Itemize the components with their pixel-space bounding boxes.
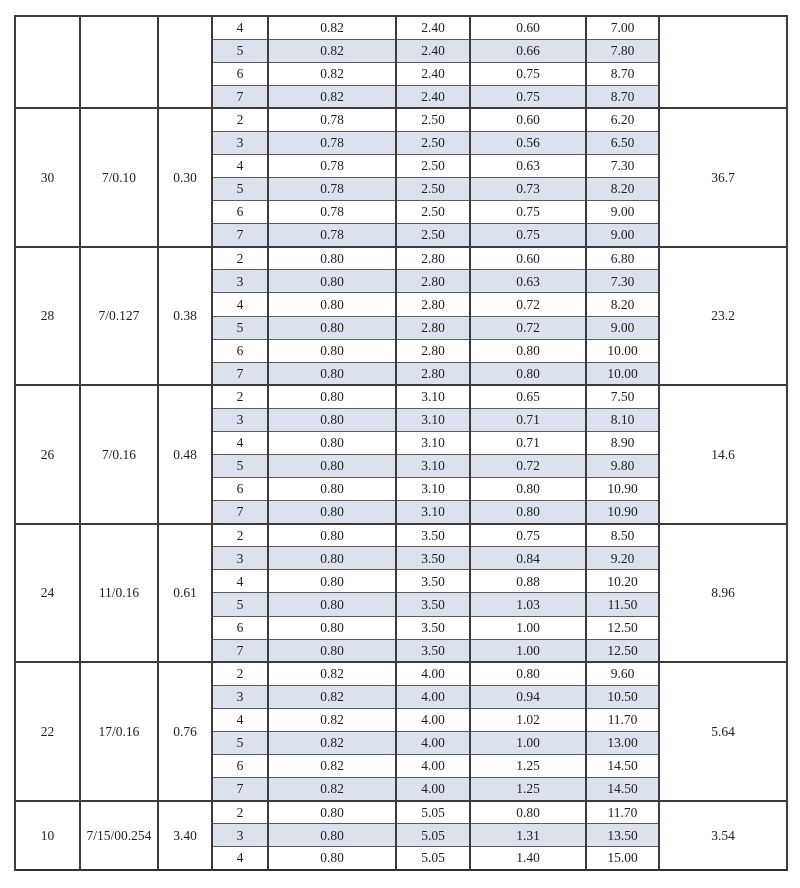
- merged-cell: 7/0.127: [80, 247, 158, 385]
- wire-spec-table: [14, 15, 788, 871]
- table-cell: 0.82: [268, 85, 396, 108]
- table-cell: 13.50: [586, 824, 659, 847]
- merged-cell: 23.2: [659, 247, 787, 385]
- merged-cell: [15, 16, 80, 108]
- table-cell: 4: [212, 847, 268, 870]
- table-cell: 4.00: [396, 731, 470, 754]
- merged-cell: 24: [15, 524, 80, 662]
- merged-cell: [80, 16, 158, 108]
- table-cell: 11.50: [586, 593, 659, 616]
- table-cell: 9.00: [586, 224, 659, 247]
- merged-cell: 26: [15, 385, 80, 523]
- table-cell: 0.82: [268, 16, 396, 39]
- table-cell: 10.90: [586, 501, 659, 524]
- table-cell: 4: [212, 570, 268, 593]
- table-cell: 4.00: [396, 778, 470, 801]
- table-cell: 0.80: [470, 501, 586, 524]
- table-cell: 0.80: [268, 431, 396, 454]
- table-cell: 0.71: [470, 408, 586, 431]
- table-cell: 2.80: [396, 293, 470, 316]
- table-cell: 0.80: [268, 593, 396, 616]
- table-cell: 0.65: [470, 385, 586, 408]
- table-cell: 8.10: [586, 408, 659, 431]
- table-cell: 5.05: [396, 847, 470, 870]
- table-cell: 7.00: [586, 16, 659, 39]
- table-cell: 0.63: [470, 270, 586, 293]
- table-cell: 6: [212, 755, 268, 778]
- table-cell: 3: [212, 547, 268, 570]
- table-cell: 0.80: [268, 247, 396, 270]
- table-cell: 0.66: [470, 39, 586, 62]
- table-cell: 3: [212, 270, 268, 293]
- table-cell: 6: [212, 339, 268, 362]
- table-cell: 4: [212, 154, 268, 177]
- table-cell: 3: [212, 408, 268, 431]
- table-cell: 9.60: [586, 662, 659, 685]
- table-cell: 0.63: [470, 154, 586, 177]
- table-cell: 4.00: [396, 685, 470, 708]
- table-body: [15, 16, 787, 870]
- merged-cell: 3.54: [659, 801, 787, 870]
- merged-cell: 28: [15, 247, 80, 385]
- merged-cell: 11/0.16: [80, 524, 158, 662]
- table-cell: 3: [212, 685, 268, 708]
- table-cell: 14.50: [586, 778, 659, 801]
- table-cell: 10.20: [586, 570, 659, 593]
- table-cell: 2.40: [396, 85, 470, 108]
- table-cell: 1.00: [470, 639, 586, 662]
- table-cell: 8.20: [586, 178, 659, 201]
- table-cell: 0.80: [268, 801, 396, 824]
- table-cell: 8.70: [586, 62, 659, 85]
- table-cell: 5: [212, 731, 268, 754]
- table-cell: 2: [212, 524, 268, 547]
- merged-cell: [158, 16, 212, 108]
- table-cell: 6.80: [586, 247, 659, 270]
- table-cell: 1.25: [470, 778, 586, 801]
- table-cell: 11.70: [586, 801, 659, 824]
- table-cell: 0.78: [268, 131, 396, 154]
- table-cell: 4.00: [396, 708, 470, 731]
- table-cell: 0.80: [268, 824, 396, 847]
- table-cell: 3.50: [396, 524, 470, 547]
- table-cell: 0.80: [470, 362, 586, 385]
- table-cell: 2.50: [396, 201, 470, 224]
- table-cell: 4: [212, 293, 268, 316]
- table-cell: 2.40: [396, 39, 470, 62]
- table-cell: 3.50: [396, 639, 470, 662]
- table-cell: 0.80: [268, 616, 396, 639]
- table-cell: 12.50: [586, 639, 659, 662]
- table-cell: 0.80: [268, 339, 396, 362]
- table-cell: 0.78: [268, 201, 396, 224]
- table-cell: 5: [212, 316, 268, 339]
- table-cell: 2.40: [396, 16, 470, 39]
- merged-cell: 36.7: [659, 108, 787, 246]
- table-cell: 3.50: [396, 547, 470, 570]
- merged-cell: 0.30: [158, 108, 212, 246]
- merged-cell: 7/0.10: [80, 108, 158, 246]
- table-cell: 0.80: [268, 293, 396, 316]
- table-cell: 10.50: [586, 685, 659, 708]
- table-cell: 0.88: [470, 570, 586, 593]
- table-cell: 0.60: [470, 16, 586, 39]
- table-cell: 3: [212, 131, 268, 154]
- table-cell: 13.00: [586, 731, 659, 754]
- table-cell: 0.82: [268, 778, 396, 801]
- table-cell: 3.50: [396, 570, 470, 593]
- table-cell: 0.78: [268, 108, 396, 131]
- table-cell: 6: [212, 616, 268, 639]
- table-cell: 3.50: [396, 616, 470, 639]
- table-cell: 2.50: [396, 154, 470, 177]
- table-cell: 15.00: [586, 847, 659, 870]
- table-cell: 0.82: [268, 685, 396, 708]
- table-cell: 2.80: [396, 316, 470, 339]
- merged-cell: 22: [15, 662, 80, 800]
- table-cell: 4: [212, 16, 268, 39]
- table-cell: 9.20: [586, 547, 659, 570]
- table-cell: 0.80: [268, 639, 396, 662]
- table-cell: 7.30: [586, 270, 659, 293]
- table-cell: 0.82: [268, 39, 396, 62]
- merged-cell: 3.40: [158, 801, 212, 870]
- table-cell: 0.80: [268, 408, 396, 431]
- merged-cell: 0.38: [158, 247, 212, 385]
- table-cell: 9.00: [586, 316, 659, 339]
- table-cell: 0.80: [268, 524, 396, 547]
- table-row: [15, 662, 787, 685]
- merged-cell: 5.64: [659, 662, 787, 800]
- table-cell: 2.80: [396, 270, 470, 293]
- table-cell: 0.72: [470, 316, 586, 339]
- table-cell: 0.60: [470, 247, 586, 270]
- table-cell: 6: [212, 62, 268, 85]
- table-cell: 6.20: [586, 108, 659, 131]
- table-cell: 0.73: [470, 178, 586, 201]
- table-cell: 5: [212, 178, 268, 201]
- table-cell: 5.05: [396, 824, 470, 847]
- table-cell: 0.80: [268, 478, 396, 501]
- table-cell: 2.40: [396, 62, 470, 85]
- table-cell: 1.40: [470, 847, 586, 870]
- table-cell: 5: [212, 39, 268, 62]
- table-cell: 1.03: [470, 593, 586, 616]
- table-cell: 0.75: [470, 201, 586, 224]
- table-cell: 3: [212, 824, 268, 847]
- table-cell: 6: [212, 478, 268, 501]
- table-cell: 3.10: [396, 454, 470, 477]
- table-cell: 0.80: [470, 339, 586, 362]
- table-cell: 0.80: [268, 454, 396, 477]
- merged-cell: 30: [15, 108, 80, 246]
- table-row: [15, 247, 787, 270]
- table-cell: 1.00: [470, 731, 586, 754]
- table-cell: 3.10: [396, 408, 470, 431]
- table-cell: 6: [212, 201, 268, 224]
- table-cell: 0.80: [268, 570, 396, 593]
- table-cell: 7: [212, 362, 268, 385]
- merged-cell: 0.48: [158, 385, 212, 523]
- table-cell: 0.80: [470, 478, 586, 501]
- table-cell: 1.31: [470, 824, 586, 847]
- table-cell: 2: [212, 108, 268, 131]
- table-cell: 0.80: [268, 501, 396, 524]
- table-cell: 1.00: [470, 616, 586, 639]
- table-cell: 11.70: [586, 708, 659, 731]
- table-cell: 0.80: [268, 847, 396, 870]
- table-cell: 4: [212, 431, 268, 454]
- table-cell: 2: [212, 801, 268, 824]
- table-cell: 8.90: [586, 431, 659, 454]
- table-cell: 0.60: [470, 108, 586, 131]
- table-cell: 0.75: [470, 224, 586, 247]
- table-cell: 8.70: [586, 85, 659, 108]
- table-cell: 5.05: [396, 801, 470, 824]
- table-cell: 2.50: [396, 108, 470, 131]
- table-cell: 10.90: [586, 478, 659, 501]
- table-cell: 4.00: [396, 755, 470, 778]
- table-row: [15, 524, 787, 547]
- table-cell: 10.00: [586, 362, 659, 385]
- table-cell: 0.80: [268, 547, 396, 570]
- table-cell: 3.10: [396, 385, 470, 408]
- table-cell: 2.50: [396, 131, 470, 154]
- table-cell: 1.25: [470, 755, 586, 778]
- table-cell: 3.10: [396, 501, 470, 524]
- table-cell: 8.20: [586, 293, 659, 316]
- table-cell: 2: [212, 662, 268, 685]
- table-cell: 7: [212, 501, 268, 524]
- table-cell: 4.00: [396, 662, 470, 685]
- table-cell: 0.80: [268, 362, 396, 385]
- table-cell: 2: [212, 247, 268, 270]
- table-row: [15, 385, 787, 408]
- table-cell: 0.84: [470, 547, 586, 570]
- table-cell: 4: [212, 708, 268, 731]
- table-cell: 7: [212, 639, 268, 662]
- merged-cell: 0.76: [158, 662, 212, 800]
- merged-cell: 7/0.16: [80, 385, 158, 523]
- table-row: [15, 16, 787, 39]
- merged-cell: [659, 16, 787, 108]
- table-cell: 0.78: [268, 224, 396, 247]
- table-cell: 0.82: [268, 731, 396, 754]
- table-cell: 0.75: [470, 62, 586, 85]
- table-cell: 6.50: [586, 131, 659, 154]
- table-cell: 9.00: [586, 201, 659, 224]
- table-cell: 7.80: [586, 39, 659, 62]
- table-cell: 5: [212, 593, 268, 616]
- table-cell: 7: [212, 778, 268, 801]
- table-cell: 7.30: [586, 154, 659, 177]
- table-cell: 0.80: [470, 801, 586, 824]
- table-cell: 2.80: [396, 339, 470, 362]
- table-cell: 3.10: [396, 478, 470, 501]
- table-cell: 10.00: [586, 339, 659, 362]
- table-cell: 0.80: [268, 316, 396, 339]
- table-cell: 0.80: [268, 385, 396, 408]
- table-cell: 0.82: [268, 662, 396, 685]
- table-cell: 0.80: [268, 270, 396, 293]
- table-cell: 0.78: [268, 178, 396, 201]
- table-cell: 1.02: [470, 708, 586, 731]
- table-cell: 2: [212, 385, 268, 408]
- table-cell: 7: [212, 224, 268, 247]
- table-cell: 0.94: [470, 685, 586, 708]
- table-cell: 0.72: [470, 454, 586, 477]
- table-cell: 3.50: [396, 593, 470, 616]
- table-cell: 14.50: [586, 755, 659, 778]
- merged-cell: 8.96: [659, 524, 787, 662]
- table-cell: 0.78: [268, 154, 396, 177]
- table-cell: 5: [212, 454, 268, 477]
- table-cell: 3.10: [396, 431, 470, 454]
- table-cell: 0.82: [268, 755, 396, 778]
- table-cell: 0.75: [470, 85, 586, 108]
- table-cell: 0.71: [470, 431, 586, 454]
- table-cell: 0.75: [470, 524, 586, 547]
- table-cell: 9.80: [586, 454, 659, 477]
- merged-cell: 14.6: [659, 385, 787, 523]
- table-cell: 2.80: [396, 247, 470, 270]
- table-cell: 7.50: [586, 385, 659, 408]
- merged-cell: 17/0.16: [80, 662, 158, 800]
- merged-cell: 0.61: [158, 524, 212, 662]
- table-cell: 8.50: [586, 524, 659, 547]
- merged-cell: 10: [15, 801, 80, 870]
- table-cell: 0.72: [470, 293, 586, 316]
- table-cell: 0.82: [268, 62, 396, 85]
- table-cell: 7: [212, 85, 268, 108]
- table-row: [15, 801, 787, 824]
- table-row: [15, 108, 787, 131]
- table-cell: 0.82: [268, 708, 396, 731]
- table-cell: 2.80: [396, 362, 470, 385]
- table-cell: 12.50: [586, 616, 659, 639]
- table-cell: 0.80: [470, 662, 586, 685]
- table-cell: 0.56: [470, 131, 586, 154]
- table-cell: 2.50: [396, 224, 470, 247]
- table-cell: 2.50: [396, 178, 470, 201]
- merged-cell: 7/15/00.254: [80, 801, 158, 870]
